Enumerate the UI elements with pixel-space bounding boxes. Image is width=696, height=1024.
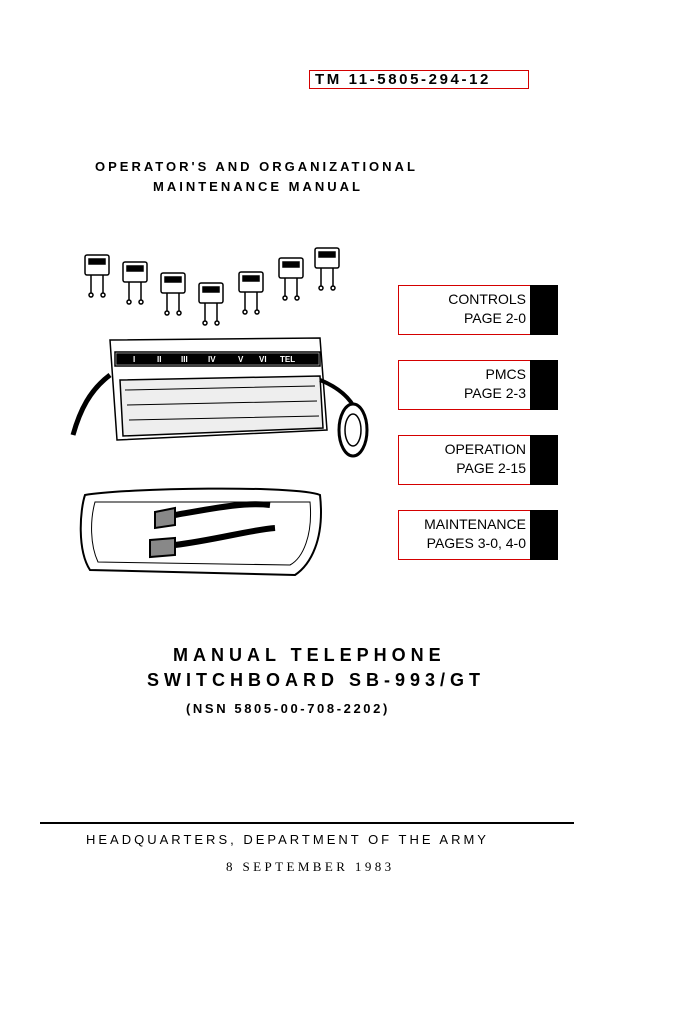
tab-maintenance-line2: PAGES 3-0, 4-0 <box>426 535 526 551</box>
tab-controls-line1: CONTROLS <box>448 291 526 307</box>
tab-controls[interactable] <box>398 285 558 335</box>
manual-type-line2: MAINTENANCE MANUAL <box>153 179 363 194</box>
panel-label-5: V <box>238 355 244 364</box>
issuer: HEADQUARTERS, DEPARTMENT OF THE ARMY <box>86 832 489 847</box>
panel-label-4: IV <box>208 355 216 364</box>
title-line1: MANUAL TELEPHONE <box>173 645 446 665</box>
tab-controls-box <box>398 285 531 335</box>
tab-controls-line2: PAGE 2-0 <box>464 310 526 326</box>
tab-pmcs-box <box>398 360 531 410</box>
tab-pmcs-edge <box>530 360 558 410</box>
tab-operation-edge <box>530 435 558 485</box>
tab-operation-line1: OPERATION <box>444 441 526 457</box>
panel-label-2: II <box>157 355 162 364</box>
switchboard-panel <box>73 338 367 456</box>
nsn-number: (NSN 5805-00-708-2202) <box>186 701 390 716</box>
connector-plugs-icon <box>85 248 339 325</box>
tab-maintenance[interactable] <box>398 510 558 560</box>
title-line2: SWITCHBOARD SB-993/GT <box>147 670 486 690</box>
tab-pmcs-line2: PAGE 2-3 <box>464 385 526 401</box>
manual-type-line1: OPERATOR'S AND ORGANIZATIONAL <box>95 159 418 174</box>
footer-divider <box>40 822 574 824</box>
panel-label-tel: TEL <box>280 355 296 364</box>
tm-number: TM 11-5805-294-12 <box>309 70 529 89</box>
tab-controls-edge <box>530 285 558 335</box>
tab-maintenance-edge <box>530 510 558 560</box>
tab-pmcs-line1: PMCS <box>485 366 526 382</box>
tab-maintenance-line1: MAINTENANCE <box>424 516 526 532</box>
tab-pmcs[interactable] <box>398 360 558 410</box>
panel-label-1: I <box>133 355 136 364</box>
issue-date: 8 SEPTEMBER 1983 <box>226 859 395 874</box>
panel-label-6: VI <box>259 355 267 364</box>
panel-label-3: III <box>181 355 188 364</box>
tab-operation-line2: PAGE 2-15 <box>456 460 526 476</box>
carrying-case <box>81 489 321 575</box>
switchboard-illustration <box>65 240 385 585</box>
tab-operation-box <box>398 435 531 485</box>
tab-maintenance-box <box>398 510 531 560</box>
tab-operation[interactable] <box>398 435 558 485</box>
